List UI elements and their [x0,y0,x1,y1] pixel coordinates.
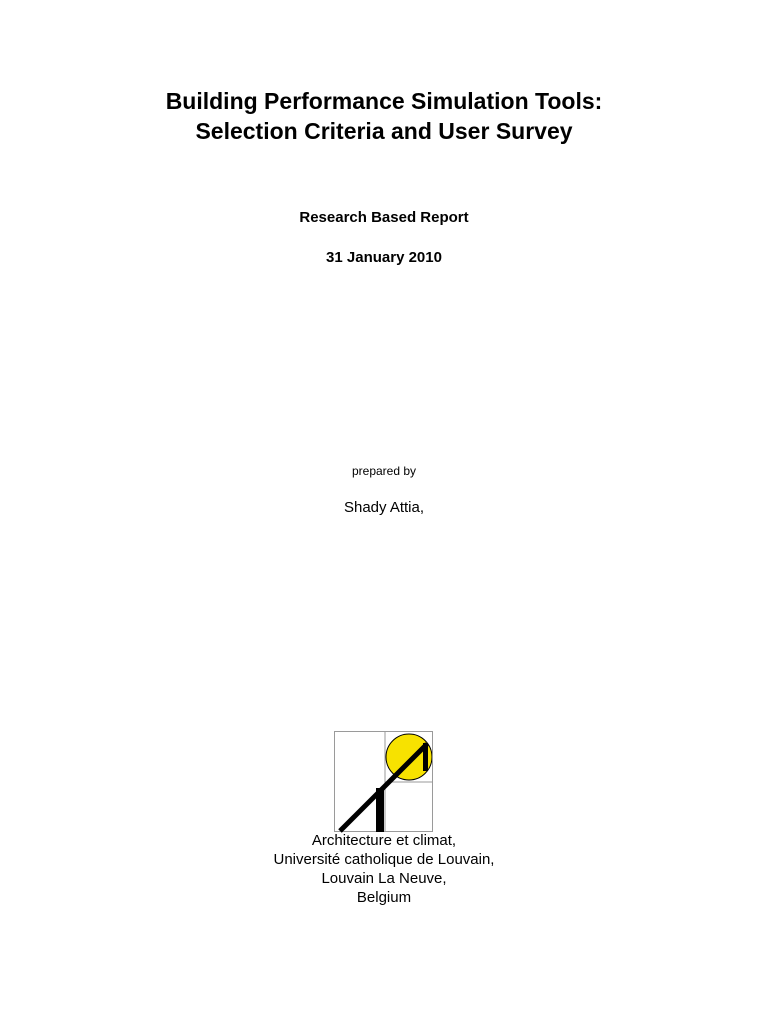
report-title [0,86,768,146]
affiliation-block [0,831,768,907]
logo-left-pillar [376,788,384,832]
logo-right-pillar [423,743,428,771]
report-date: 31 January 2010 [326,249,442,266]
architecture-et-climat-logo-icon [334,731,434,833]
affiliation-line-2: Université catholique de Louvain, [273,851,495,868]
affiliation-line-3: Louvain La Neuve, [321,870,447,887]
affiliation-line-4: Belgium [356,889,412,906]
report-title-line-1: Building Performance Simulation Tools: [165,88,603,114]
report-type: Research Based Report [299,209,469,226]
prepared-by-label: prepared by [351,464,417,478]
author-name: Shady Attia, [343,499,425,516]
affiliation-line-1: Architecture et climat, [311,832,457,849]
report-title-line-2: Selection Criteria and User Survey [195,118,573,144]
